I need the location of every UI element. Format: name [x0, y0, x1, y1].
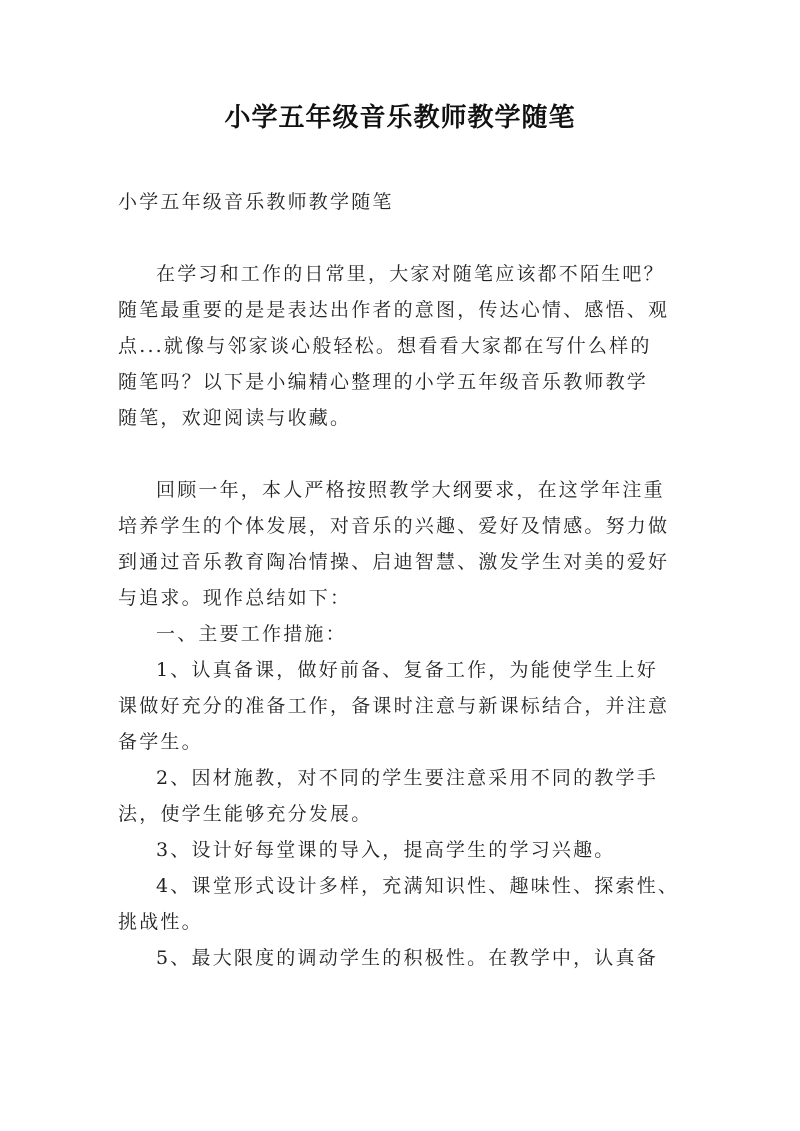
- list-item-line: 法，使学生能够充分发展。: [118, 803, 373, 825]
- section-heading-text: 一、主要工作措施：: [156, 623, 347, 645]
- list-item-line: 2、因材施教，对不同的学生要注意采用不同的教学手: [156, 767, 658, 789]
- review-line: 与追求。现作总结如下：: [118, 587, 352, 609]
- intro-line: 随笔，欢迎阅读与收藏。: [118, 407, 352, 429]
- review-line: 培养学生的个体发展，对音乐的兴趣、爱好及情感。努力做: [118, 515, 670, 537]
- review-line: 到通过音乐教育陶冶情操、启迪智慧、激发学生对美的爱好: [118, 551, 670, 573]
- list-item: [118, 760, 688, 832]
- list-item-line: 1、认真备课，做好前备、复备工作，为能使学生上好: [156, 659, 658, 681]
- intro-paragraph: [118, 256, 688, 436]
- list-item: [118, 868, 688, 940]
- list-item-line: 课做好充分的准备工作，备课时注意与新课标结合，并注意: [118, 695, 670, 717]
- page-title: 小学五年级音乐教师教学随笔: [224, 103, 576, 133]
- review-line: 回顾一年，本人严格按照教学大纲要求，在这学年注重: [156, 479, 665, 501]
- list-item-line: 4、课堂形式设计多样，充满知识性、趣味性、探索性、: [156, 875, 680, 897]
- list-item-line: 备学生。: [118, 731, 203, 753]
- list-item-line: 5、最大限度的调动学生的积极性。在教学中，认真备: [156, 947, 658, 969]
- document-body: [118, 184, 688, 976]
- list-item: [118, 940, 688, 976]
- list-item-line: 挑战性。: [118, 911, 203, 933]
- intro-line: 随笔吗？以下是小编精心整理的小学五年级音乐教师教学: [118, 371, 649, 393]
- list-item: [118, 832, 688, 868]
- list-item: [118, 652, 688, 760]
- intro-line: 在学习和工作的日常里，大家对随笔应该都不陌生吧？: [156, 263, 665, 285]
- intro-line: 随笔最重要的是是表达出作者的意图，传达心情、感悟、观: [118, 299, 670, 321]
- section-heading: [118, 616, 688, 652]
- intro-line: 点...就像与邻家谈心般轻松。想看看大家都在写什么样的: [118, 335, 652, 357]
- document-subtitle: 小学五年级音乐教师教学随笔: [118, 191, 394, 213]
- review-paragraph: [118, 472, 688, 616]
- list-item-line: 3、设计好每堂课的导入，提高学生的学习兴趣。: [156, 839, 616, 861]
